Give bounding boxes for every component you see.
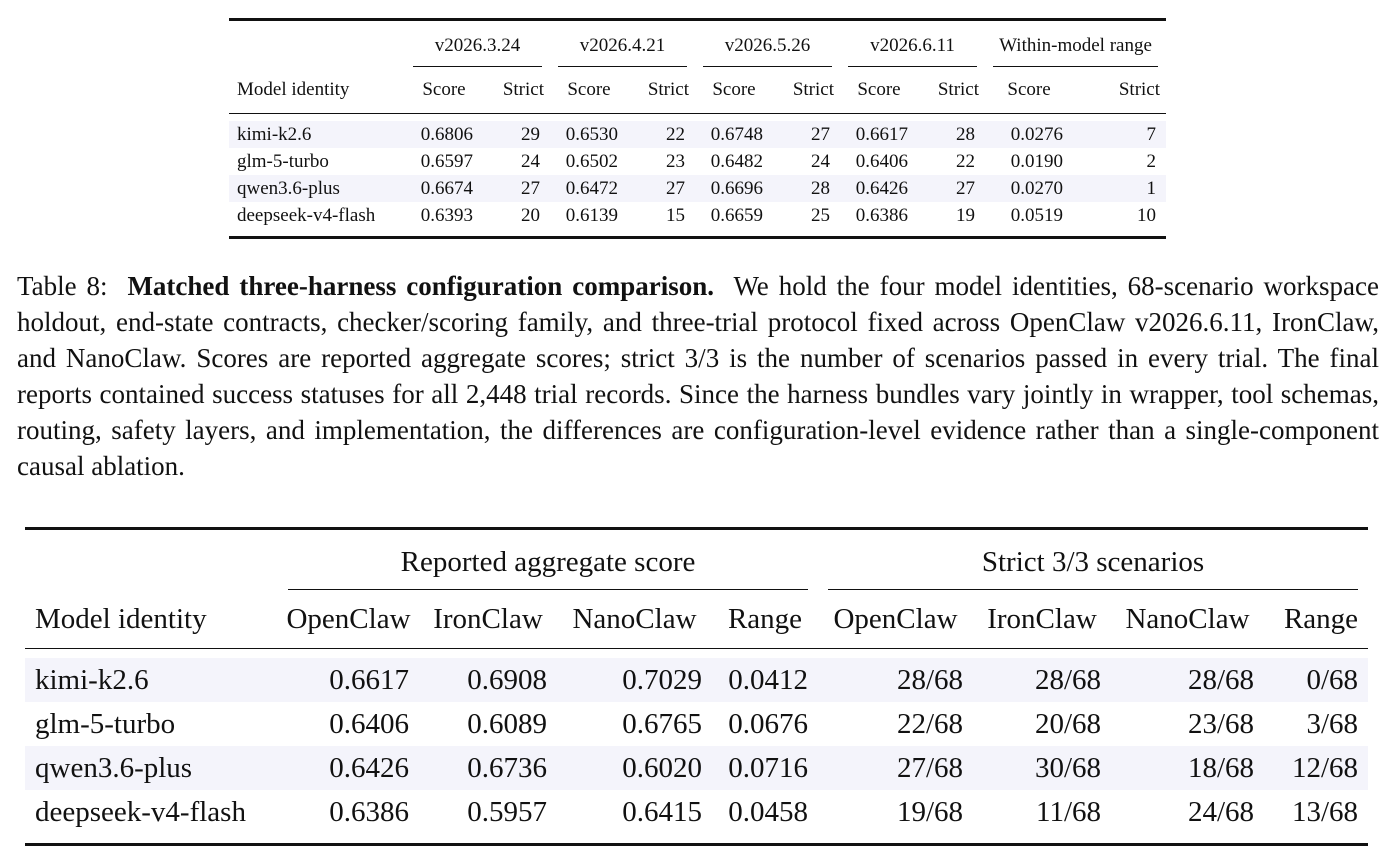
table2-column-header: IronClaw: [987, 602, 1097, 635]
score-cell: 0.6426: [278, 746, 419, 790]
table1-model-header: Model identity: [237, 79, 350, 100]
table2-model-header: Model identity: [35, 602, 207, 635]
strict-cell: 19/68: [896, 795, 963, 828]
strict-cell: 27: [773, 121, 840, 148]
model-name: deepseek-v4-flash: [35, 795, 246, 828]
range-cell: 0.0676: [728, 707, 808, 740]
strict-cell: 23/68: [1187, 707, 1254, 740]
strict-cell: 29: [483, 121, 550, 148]
range-cell: 12/68: [1264, 746, 1368, 790]
score-cell: 0.6659: [710, 204, 763, 226]
table2-column-header: OpenClaw: [833, 602, 958, 635]
strict-cell: 20/68: [1034, 707, 1101, 740]
range-cell: 0.0458: [728, 795, 808, 828]
table-caption: [17, 268, 1379, 484]
table2-column-header: OpenClaw: [286, 602, 411, 635]
caption-prefix: Table 8:: [17, 271, 108, 301]
strict-cell: 25: [811, 204, 830, 226]
strict-cell: 23: [666, 150, 685, 172]
score-cell: 0.6482: [710, 150, 763, 172]
table1-group-header-row: [229, 21, 1166, 71]
table-row: [229, 175, 1166, 202]
range-cell: 0.0412: [712, 658, 818, 702]
strict-cell: 24/68: [1187, 795, 1254, 828]
score-cell: 0.5957: [467, 795, 547, 828]
strict-cell: 27: [483, 175, 550, 202]
table1-subheader-row: [229, 71, 1166, 114]
score-cell: 0.6472: [550, 175, 628, 202]
strict-cell: 18/68: [1111, 746, 1264, 790]
table2-group-score: Reported aggregate score: [288, 546, 808, 590]
strict-cell: 22: [628, 121, 695, 148]
strict-cell: 28/68: [818, 658, 973, 702]
strict-cell: 28: [918, 121, 985, 148]
strict-cell: 24: [521, 150, 540, 172]
range-cell: 0.0716: [712, 746, 818, 790]
table2-column-header: NanoClaw: [1125, 602, 1250, 635]
strict-cell: 20: [521, 204, 540, 226]
score-cell: 0.6386: [855, 204, 908, 226]
score-cell: 0.6139: [565, 204, 618, 226]
score-cell: 0.6597: [420, 150, 473, 172]
strict-cell: 27: [628, 175, 695, 202]
score-cell: 0.6748: [695, 121, 773, 148]
table-row: [25, 746, 1368, 790]
caption-title: Matched three-harness configuration comparison.: [127, 271, 715, 301]
strict-cell: 30/68: [973, 746, 1111, 790]
score-cell: 0.7029: [557, 658, 712, 702]
score-cell: 0.0519: [1010, 204, 1064, 226]
score-cell: 0.6393: [420, 204, 473, 226]
strict-cell: 7: [1073, 121, 1166, 148]
table-row: [25, 658, 1368, 702]
table1-strict-header: Strict: [937, 79, 980, 100]
version-comparison-table: [229, 18, 1166, 239]
score-cell: 0.6617: [278, 658, 419, 702]
model-name: deepseek-v4-flash: [237, 204, 376, 226]
strict-cell: 19: [956, 204, 976, 226]
score-cell: 0.6089: [467, 707, 547, 740]
strict-cell: 27/68: [818, 746, 973, 790]
table2-column-header: IronClaw: [433, 602, 543, 635]
strict-cell: 27: [918, 175, 985, 202]
strict-cell: 28/68: [1111, 658, 1264, 702]
strict-cell: 15: [666, 204, 685, 226]
score-cell: 0.6806: [405, 121, 483, 148]
table2-column-header: Range: [1283, 602, 1359, 635]
score-cell: 0.6426: [840, 175, 918, 202]
score-cell: 0.0276: [985, 121, 1073, 148]
model-name: kimi-k2.6: [25, 658, 278, 702]
score-cell: 0.6765: [622, 707, 702, 740]
model-name: glm-5-turbo: [35, 707, 176, 740]
score-cell: 0.0270: [985, 175, 1073, 202]
table1-strict-header: Strict: [647, 79, 689, 100]
table2-column-header: NanoClaw: [572, 602, 697, 635]
score-cell: 0.6406: [855, 150, 908, 172]
score-cell: 0.6908: [419, 658, 557, 702]
score-cell: 0.6530: [550, 121, 628, 148]
table1-score-header: Score: [712, 79, 756, 100]
strict-cell: 22/68: [896, 707, 963, 740]
table-row: [229, 148, 1166, 175]
score-cell: 0.6674: [405, 175, 483, 202]
model-name: qwen3.6-plus: [229, 175, 405, 202]
range-cell: 3/68: [1306, 707, 1359, 740]
score-cell: 0.6617: [840, 121, 918, 148]
score-cell: 0.6502: [565, 150, 618, 172]
table2-subheader-row: [25, 590, 1368, 649]
strict-cell: 1: [1073, 175, 1166, 202]
strict-cell: 28: [773, 175, 840, 202]
strict-cell: 28/68: [973, 658, 1111, 702]
table1-strict-header: Strict: [792, 79, 834, 100]
table2-group-header-row: [25, 530, 1368, 590]
score-cell: 0.6415: [622, 795, 702, 828]
model-name: kimi-k2.6: [229, 121, 405, 148]
caption-body: We hold the four model identities, 68-scenario workspace holdout, end-state contracts, checker/scoring family, and three-trial protocol fixed across OpenClaw v2026.6.11, IronClaw, and NanoClaw. Scores are reported aggregate scores; strict 3/3 is the number of scenarios passed in every trial. The final reports contained success statuses for all 2,448 trial records. Since the harness bundles vary jointly in wrapper, tool schemas, routing, safety layers, and implementation, the differences are configuration-level evidence rather than a single-component causal ablation.: [17, 271, 1379, 481]
score-cell: 0.0190: [1010, 150, 1064, 172]
model-name: qwen3.6-plus: [25, 746, 278, 790]
table1-score-header: Score: [422, 79, 466, 100]
table1-group-header: v2026.6.11: [848, 35, 977, 67]
harness-comparison-table: [25, 527, 1368, 846]
strict-cell: 2: [1146, 150, 1157, 172]
table1-group-header: v2026.5.26: [703, 35, 832, 67]
table1-strict-header: Strict: [1118, 79, 1161, 100]
table-row: [229, 202, 1166, 229]
model-name: glm-5-turbo: [237, 150, 329, 172]
strict-cell: 22: [956, 150, 976, 172]
table1-group-header: v2026.3.24: [413, 35, 542, 67]
range-cell: 0/68: [1264, 658, 1368, 702]
score-cell: 0.6386: [329, 795, 409, 828]
table-row: [25, 702, 1368, 746]
strict-cell: 11/68: [1036, 795, 1101, 828]
strict-cell: 10: [1137, 204, 1157, 226]
score-cell: 0.6696: [695, 175, 773, 202]
table1-score-header: Score: [1007, 79, 1051, 100]
score-cell: 0.6020: [557, 746, 712, 790]
range-cell: 13/68: [1291, 795, 1359, 828]
table1-group-header: Within-model range: [993, 35, 1158, 67]
table2-column-header: Range: [727, 602, 803, 635]
score-cell: 0.6406: [329, 707, 409, 740]
table2-group-strict: Strict 3/3 scenarios: [828, 546, 1358, 590]
table-row: [229, 121, 1166, 148]
table-row: [25, 790, 1368, 834]
strict-cell: 24: [811, 150, 830, 172]
score-cell: 0.6736: [419, 746, 557, 790]
table1-strict-header: Strict: [502, 79, 544, 100]
table1-score-header: Score: [567, 79, 611, 100]
table1-group-header: v2026.4.21: [558, 35, 687, 67]
table1-score-header: Score: [857, 79, 901, 100]
